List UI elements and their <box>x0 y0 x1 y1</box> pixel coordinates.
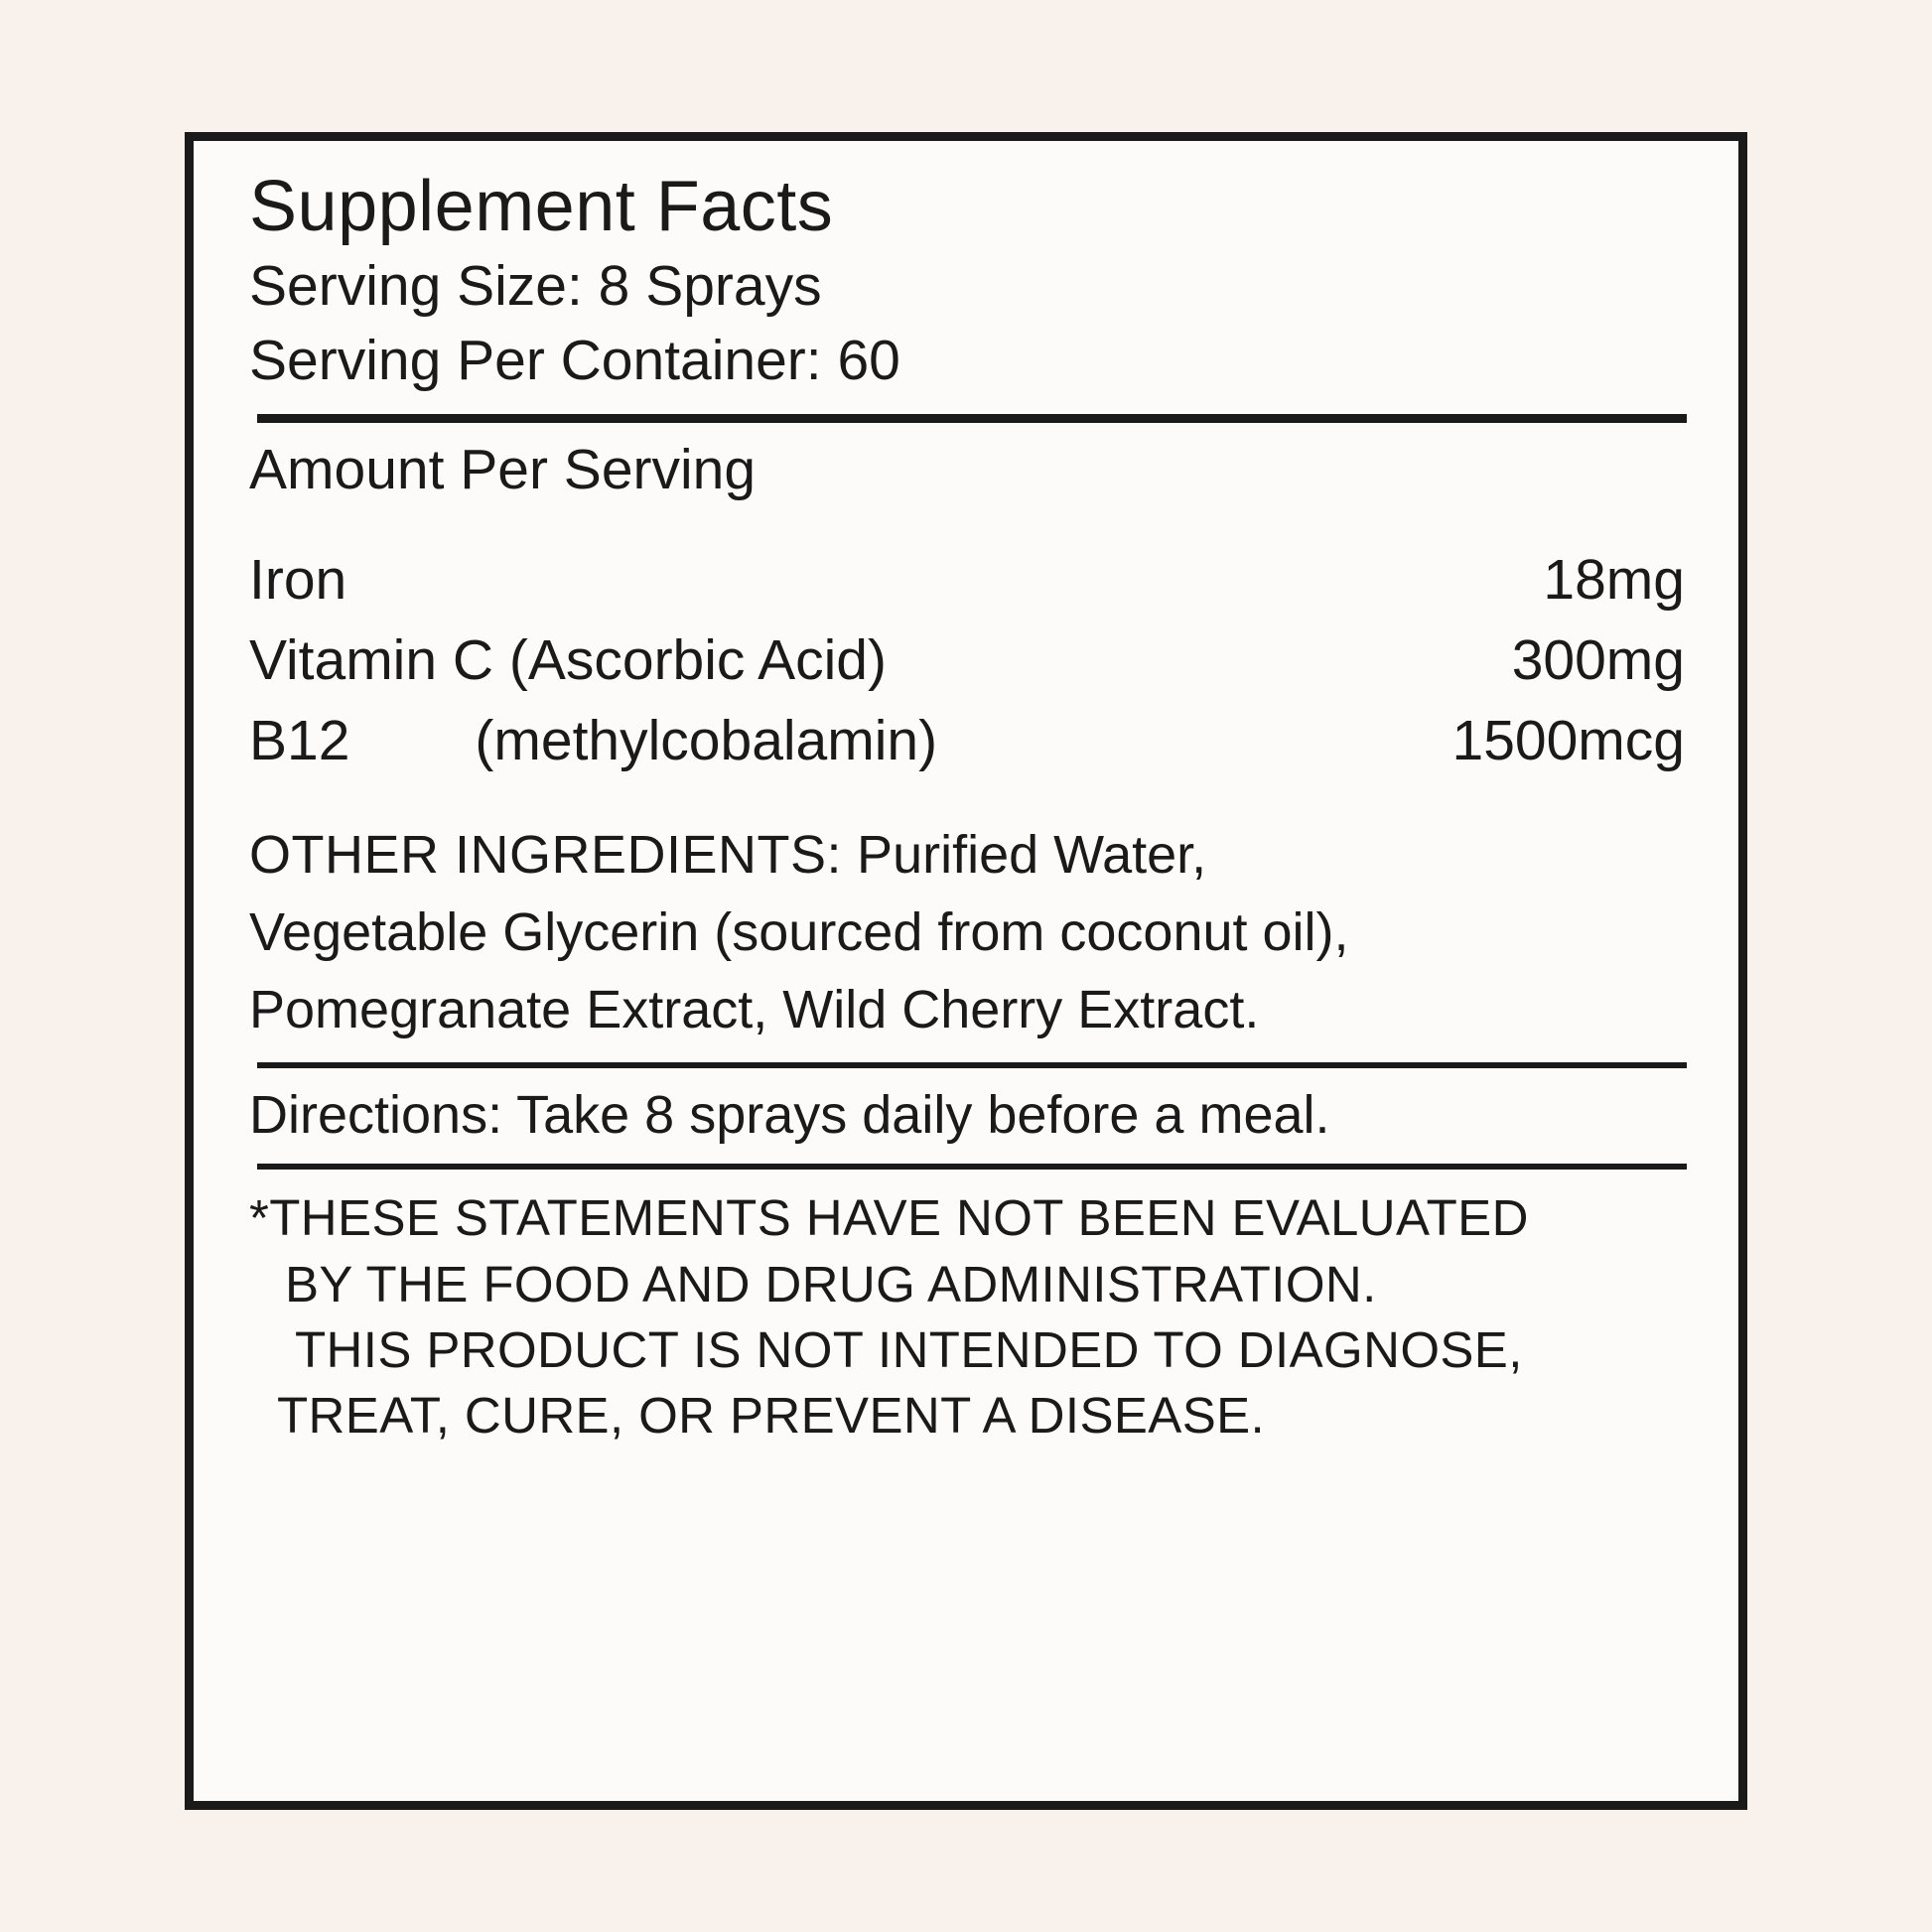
asterisk-icon: * <box>249 1189 270 1247</box>
other-ingredients-label: OTHER INGREDIENTS: <box>249 825 843 885</box>
serving-size: Serving Size: 8 Sprays <box>249 253 822 318</box>
table-row <box>249 621 1685 701</box>
fda-disclaimer <box>249 1185 1693 1449</box>
nutrient-table <box>249 540 1685 781</box>
divider-thick-top <box>257 414 1687 423</box>
directions-text: Directions: Take 8 sprays daily before a meal. <box>249 1085 1330 1146</box>
page-title: Supplement Facts <box>249 167 834 246</box>
nutrient-amount: 1500mcg <box>1451 709 1685 773</box>
nutrient-name-group <box>249 540 346 621</box>
supplement-facts-panel <box>185 132 1747 1810</box>
nutrient-subname: (methylcobalamin) <box>475 709 938 773</box>
other-ingredients-line-1 <box>249 817 1689 895</box>
other-ingredients-line-3: Pomegranate Extract, Wild Cherry Extract. <box>249 979 1260 1039</box>
nutrient-name: Iron <box>249 548 347 613</box>
other-ingredients <box>249 817 1689 1048</box>
disclaimer-line-3: THIS PRODUCT IS NOT INTENDED TO DIAGNOSE, <box>295 1321 1523 1379</box>
nutrient-amount: 18mg <box>1543 548 1685 613</box>
nutrient-name: B12 <box>249 709 350 773</box>
disclaimer-line-2: BY THE FOOD AND DRUG ADMINISTRATION. <box>285 1255 1377 1312</box>
disclaimer-line-4: TREAT, CURE, OR PREVENT A DISEASE. <box>277 1387 1266 1445</box>
nutrient-amount: 300mg <box>1511 628 1685 693</box>
table-row <box>249 540 1685 621</box>
nutrient-name-group <box>249 701 937 781</box>
divider-thin-1 <box>257 1062 1687 1068</box>
amount-per-serving-header: Amount Per Serving <box>249 438 757 502</box>
divider-thin-2 <box>257 1164 1687 1170</box>
servings-per-container: Serving Per Container: 60 <box>249 328 900 392</box>
table-row <box>249 701 1685 781</box>
other-ingredients-line-2: Vegetable Glycerin (sourced from coconut oil), <box>249 901 1349 962</box>
nutrient-name: Vitamin C (Ascorbic Acid) <box>249 628 887 693</box>
disclaimer-line-1 <box>249 1185 1693 1251</box>
nutrient-name-group <box>249 621 887 701</box>
other-ingredients-text-1: Purified Water, <box>842 825 1207 885</box>
disclaimer-text-1: THESE STATEMENTS HAVE NOT BEEN EVALUATED <box>269 1189 1529 1247</box>
